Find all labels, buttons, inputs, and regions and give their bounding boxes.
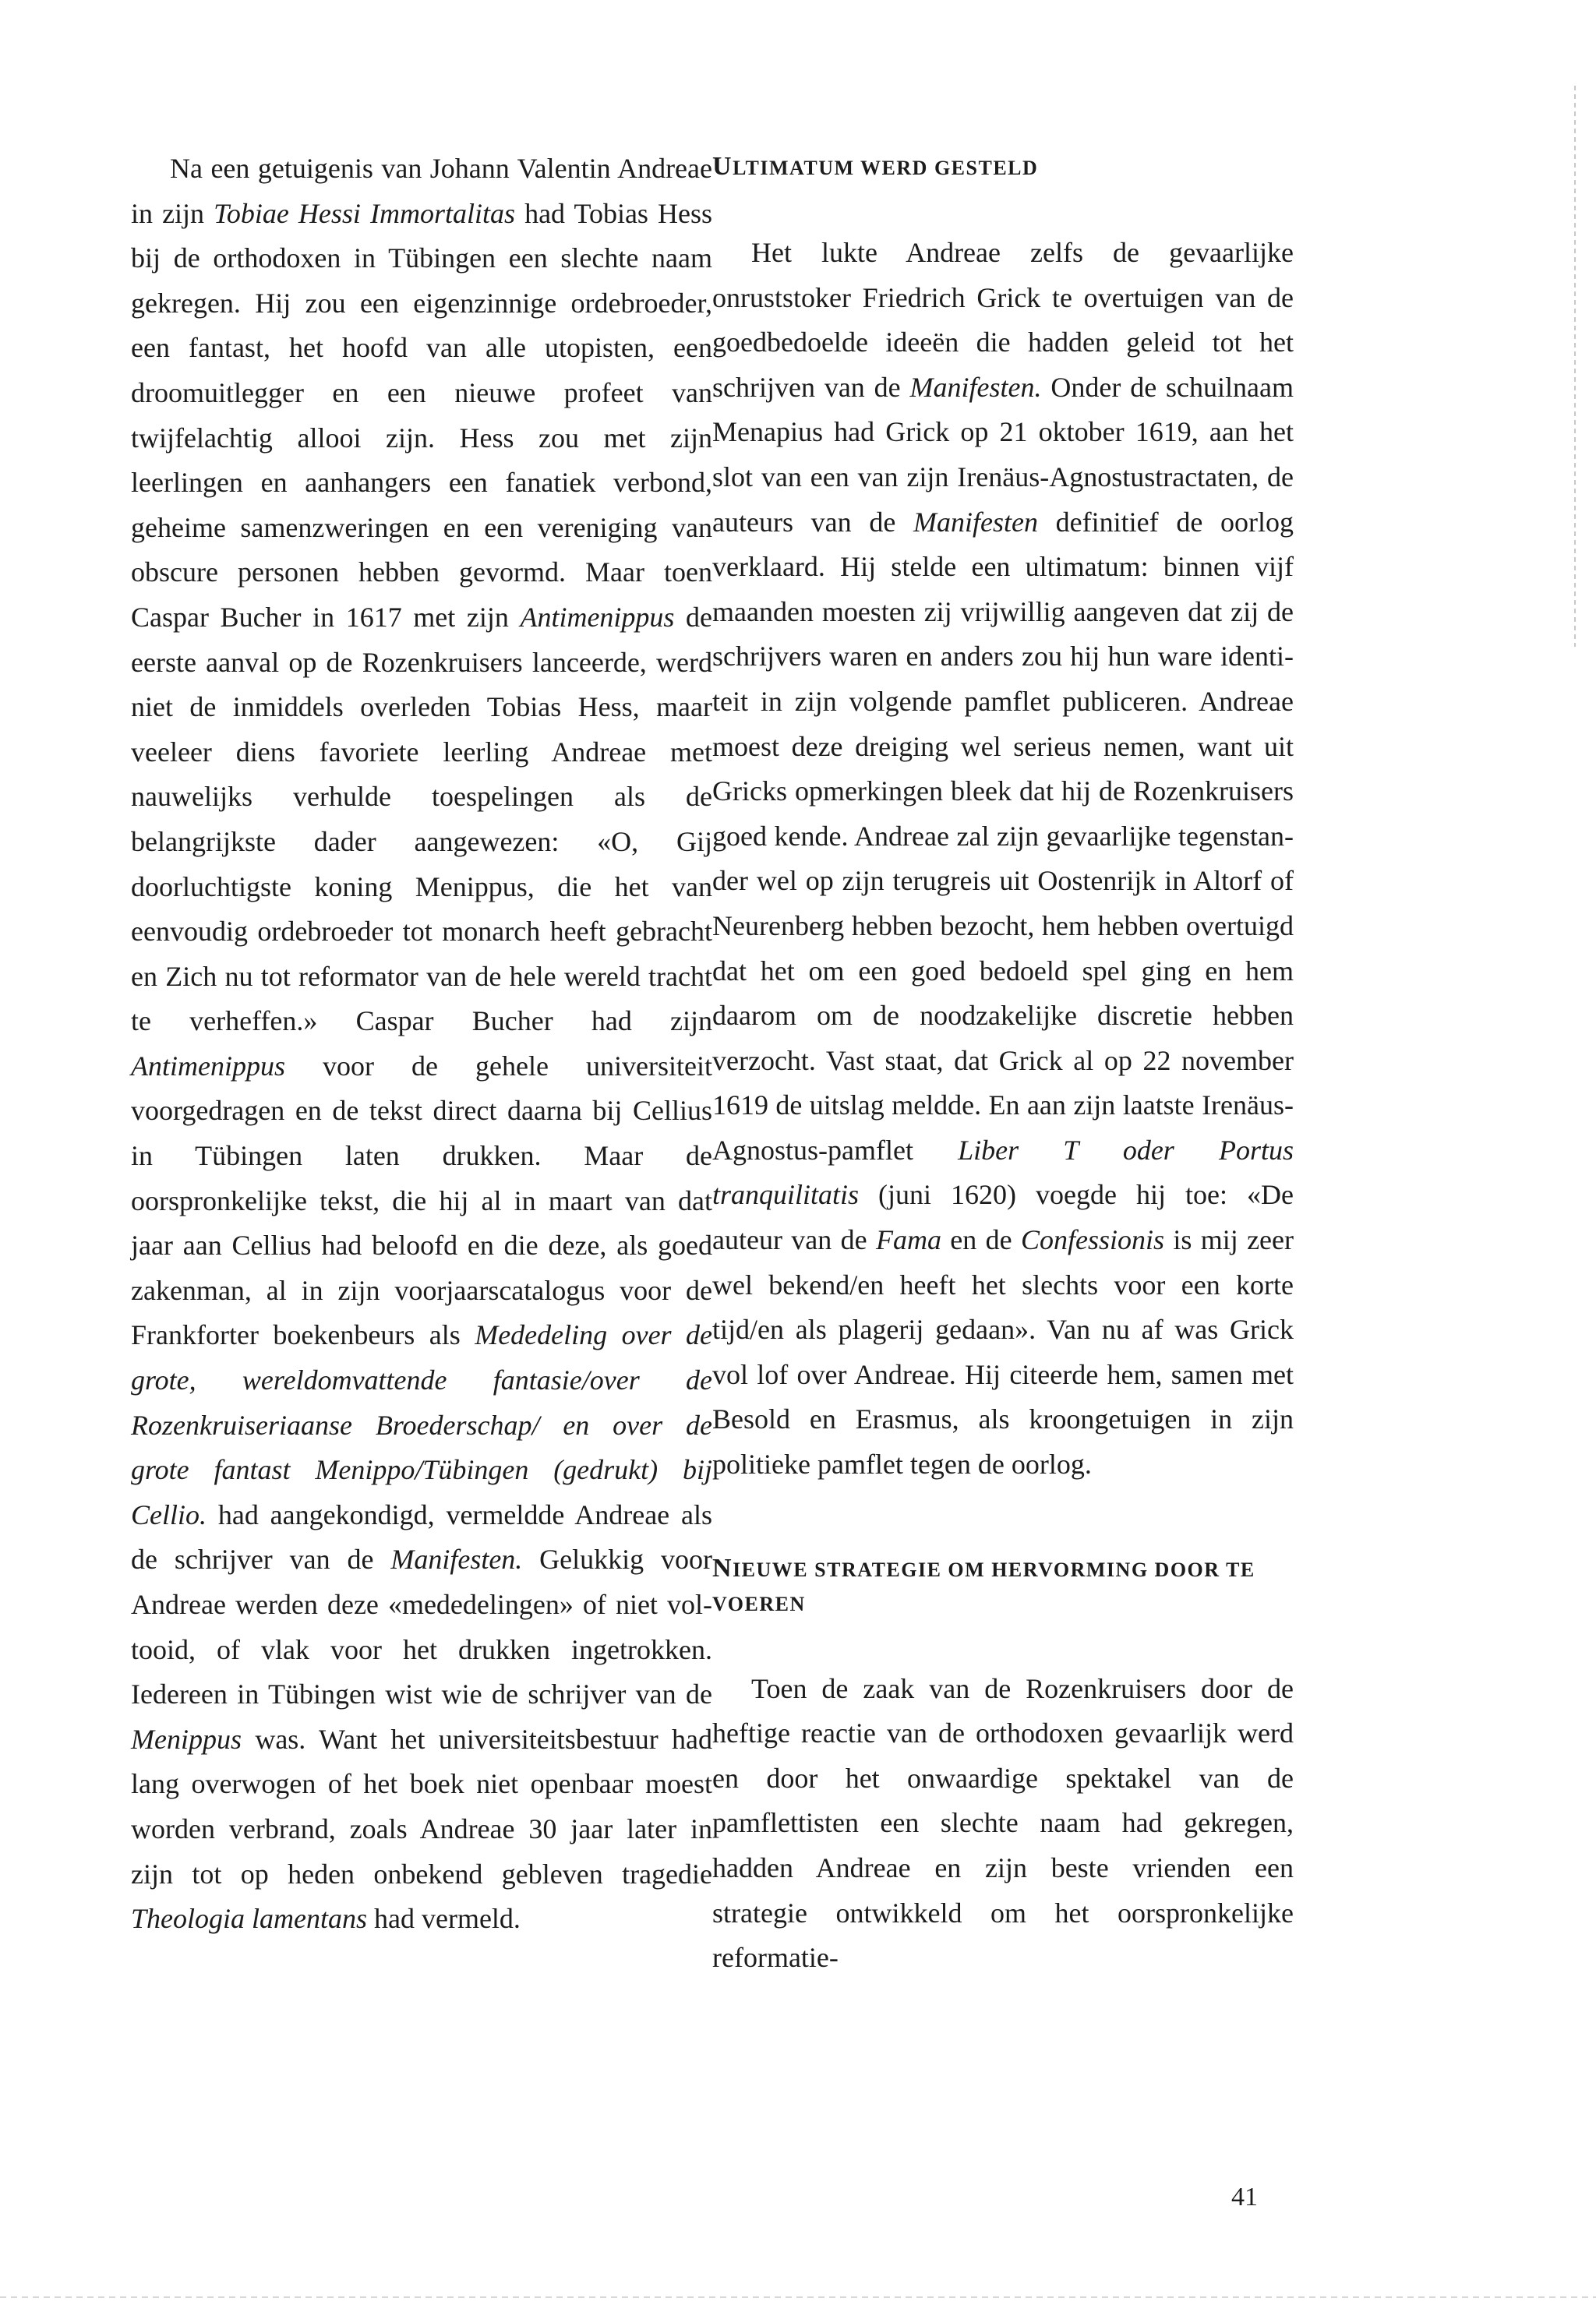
section-heading [712,150,1294,185]
text-run: is mij zeer wel bekend/en heeft het slechts voor een korte tijd/en als plagerij gedaan». Van nu af was Grick vol lof over Andreae. Hij citeerde hem, samen met Besold en Erasmus, als kroongetuigen in zijn politieke pamflet tegen de oorlog. [712,1224,1294,1481]
text-run: voor de gehele universiteit voorgedragen en de tekst direct daarna bij Cellius in Tübingen laten drukken. Maar de oorspronkelijke tekst, die hij al in maart van dat jaar aan Cellius had beloofd en die deze, als goed zakenman, al in zijn voorjaarscatalogus voor de Frankforter boekenbeurs als [131,1050,712,1351]
scan-edge-line [1574,86,1576,647]
text-run: (juni 1620) voegde hij toe: «De auteur van de [712,1179,1294,1256]
text-run: en de [941,1224,1021,1256]
heading-rest: IEUWE STRATEGIE OM HERVORMING DOOR TE VOEREN [712,1558,1255,1615]
text-run: definitief de oorlog verklaard. Hij stelde een ultimatum: binnen vijf maanden moesten zij vrijwillig aangeven dat zij de schrijvers waren en anders zou hij hun ware identiteit in zijn volgende pamflet publiceren. Andreae moest deze dreiging wel serieus nemen, want uit Gricks opmerkingen bleek dat hij de Rozenkruisers goed kende. Andreae zal zijn gevaarlijke tegenstander wel op zijn terugreis uit Oostenrijk in Altorf of Neurenberg hebben bezocht, hem hebben overtuigd dat het om een goed bedoeld spel ging en hem daarom om de noodzakelijke discretie hebben verzocht. Vast staat, dat Grick al op 22 november 1619 de uitslag meldde. En aan zijn laatste Irenäus-Agnostus-pamflet [712,506,1294,1166]
italic-text-run: Liber T oder Portus tranquilitatis [712,1134,1294,1211]
text-run: had Tobias Hess bij de orthodoxen in Tübingen een slechte naam gekregen. Hij zou een eigenzinnige ordebroeder, een fantast, het hoofd van alle utopisten, een droomuitlegger en een nieuwe profeet van twijfelachtig allooi zijn. Hess zou met zijn leerlingen en aanhangers een fanatiek verbond, geheime samenzweringen en een vereniging van obscure personen hebben gevormd. Maar toen Caspar Bucher in 1617 met zijn [131,197,713,633]
right-column [712,146,1294,1981]
page-number: 41 [1231,2183,1258,2211]
text-run: had vermeld. [367,1903,521,1935]
text-run: Toen de zaak van de Rozenkruisers door de heftige reactie van de orthodoxen gevaarlijk werd en door het onwaardige spektakel van de pamflettisten een slechte naam had gekregen, hadden Andreae en zijn beste vrienden een strategie ontwikkeld om het oorspronkelijke reformatie- [712,1672,1294,1974]
text-run: de eerste aanval op de Rozenkruisers lanceerde, werd niet de inmiddels overleden Tobias Hess, maar veeleer diens favoriete leerling Andreae met nauwelijks verhulde toespelingen als de belangrijkste dader aangewezen: «O, Gij doorluchtigste koning Menippus, die het van eenvoudig ordebroeder tot monarch heeft gebracht en Zich nu tot reformator van de hele wereld tracht te verheffen.» Caspar Bucher had zijn [131,601,713,1037]
italic-text-run: Antimenippus [520,601,675,633]
italic-text-run: Theologia lamentans [131,1903,367,1935]
section-heading [712,1551,1294,1622]
text-run: Het lukte Andreae zelfs de gevaarlijke onruststoker Friedrich Grick te overtuigen van de goedbedoelde ideeën die hadden geleid tot het schrijven van de [712,237,1294,403]
text-run: Onder de schuilnaam Menapius had Grick op 21 oktober 1619, aan het slot van een van zijn Irenäus-Agnostustractaten, de auteurs van de [712,371,1294,538]
body-paragraph [131,146,712,1942]
italic-text-run: Menippus [131,1723,242,1755]
text-run: Na een getuigenis van Johann Valentin Andreae in zijn [131,153,712,229]
body-paragraph [712,1667,1294,1981]
body-paragraph [712,231,1294,1488]
italic-text-run: Manifesten [913,506,1038,538]
italic-text-run: Tobiae Hessi Immortalitas [214,197,515,229]
italic-text-run: Antimenippus [131,1050,285,1082]
italic-text-run: Fama [875,1224,941,1256]
left-column [131,146,712,1942]
italic-text-run: Manifesten. [390,1544,523,1576]
heading-rest: LTIMATUM WERD GESTELD [733,157,1039,179]
text-run: Gelukkig voor Andreae werden deze «mededelingen» of niet voltooid, of vlak voor het drukken ingetrokken. Iedereen in Tübingen wist wie de schrijver van de [131,1544,713,1710]
scan-bottom-line [0,2296,1596,2298]
text-run: was. Want het universiteitsbestuur had lang overwogen of het boek niet openbaar moest worden verbrand, zoals Andreae 30 jaar later in zijn tot op heden onbekend gebleven tragedie [131,1723,712,1890]
heading-initial: U [712,152,733,181]
italic-text-run: Mededeling over de grote, wereldomvattende fantasie/over de Rozenkruiseriaanse Broederschap/ en over de grote fantast Menippo/Tübingen (gedrukt) bij Cellio. [131,1319,712,1530]
italic-text-run: Confessionis [1020,1224,1164,1256]
heading-initial: N [712,1553,733,1583]
text-run: had aangekondigd, vermeldde Andreae als de schrijver van de [131,1498,712,1576]
italic-text-run: Manifesten. [909,371,1042,403]
